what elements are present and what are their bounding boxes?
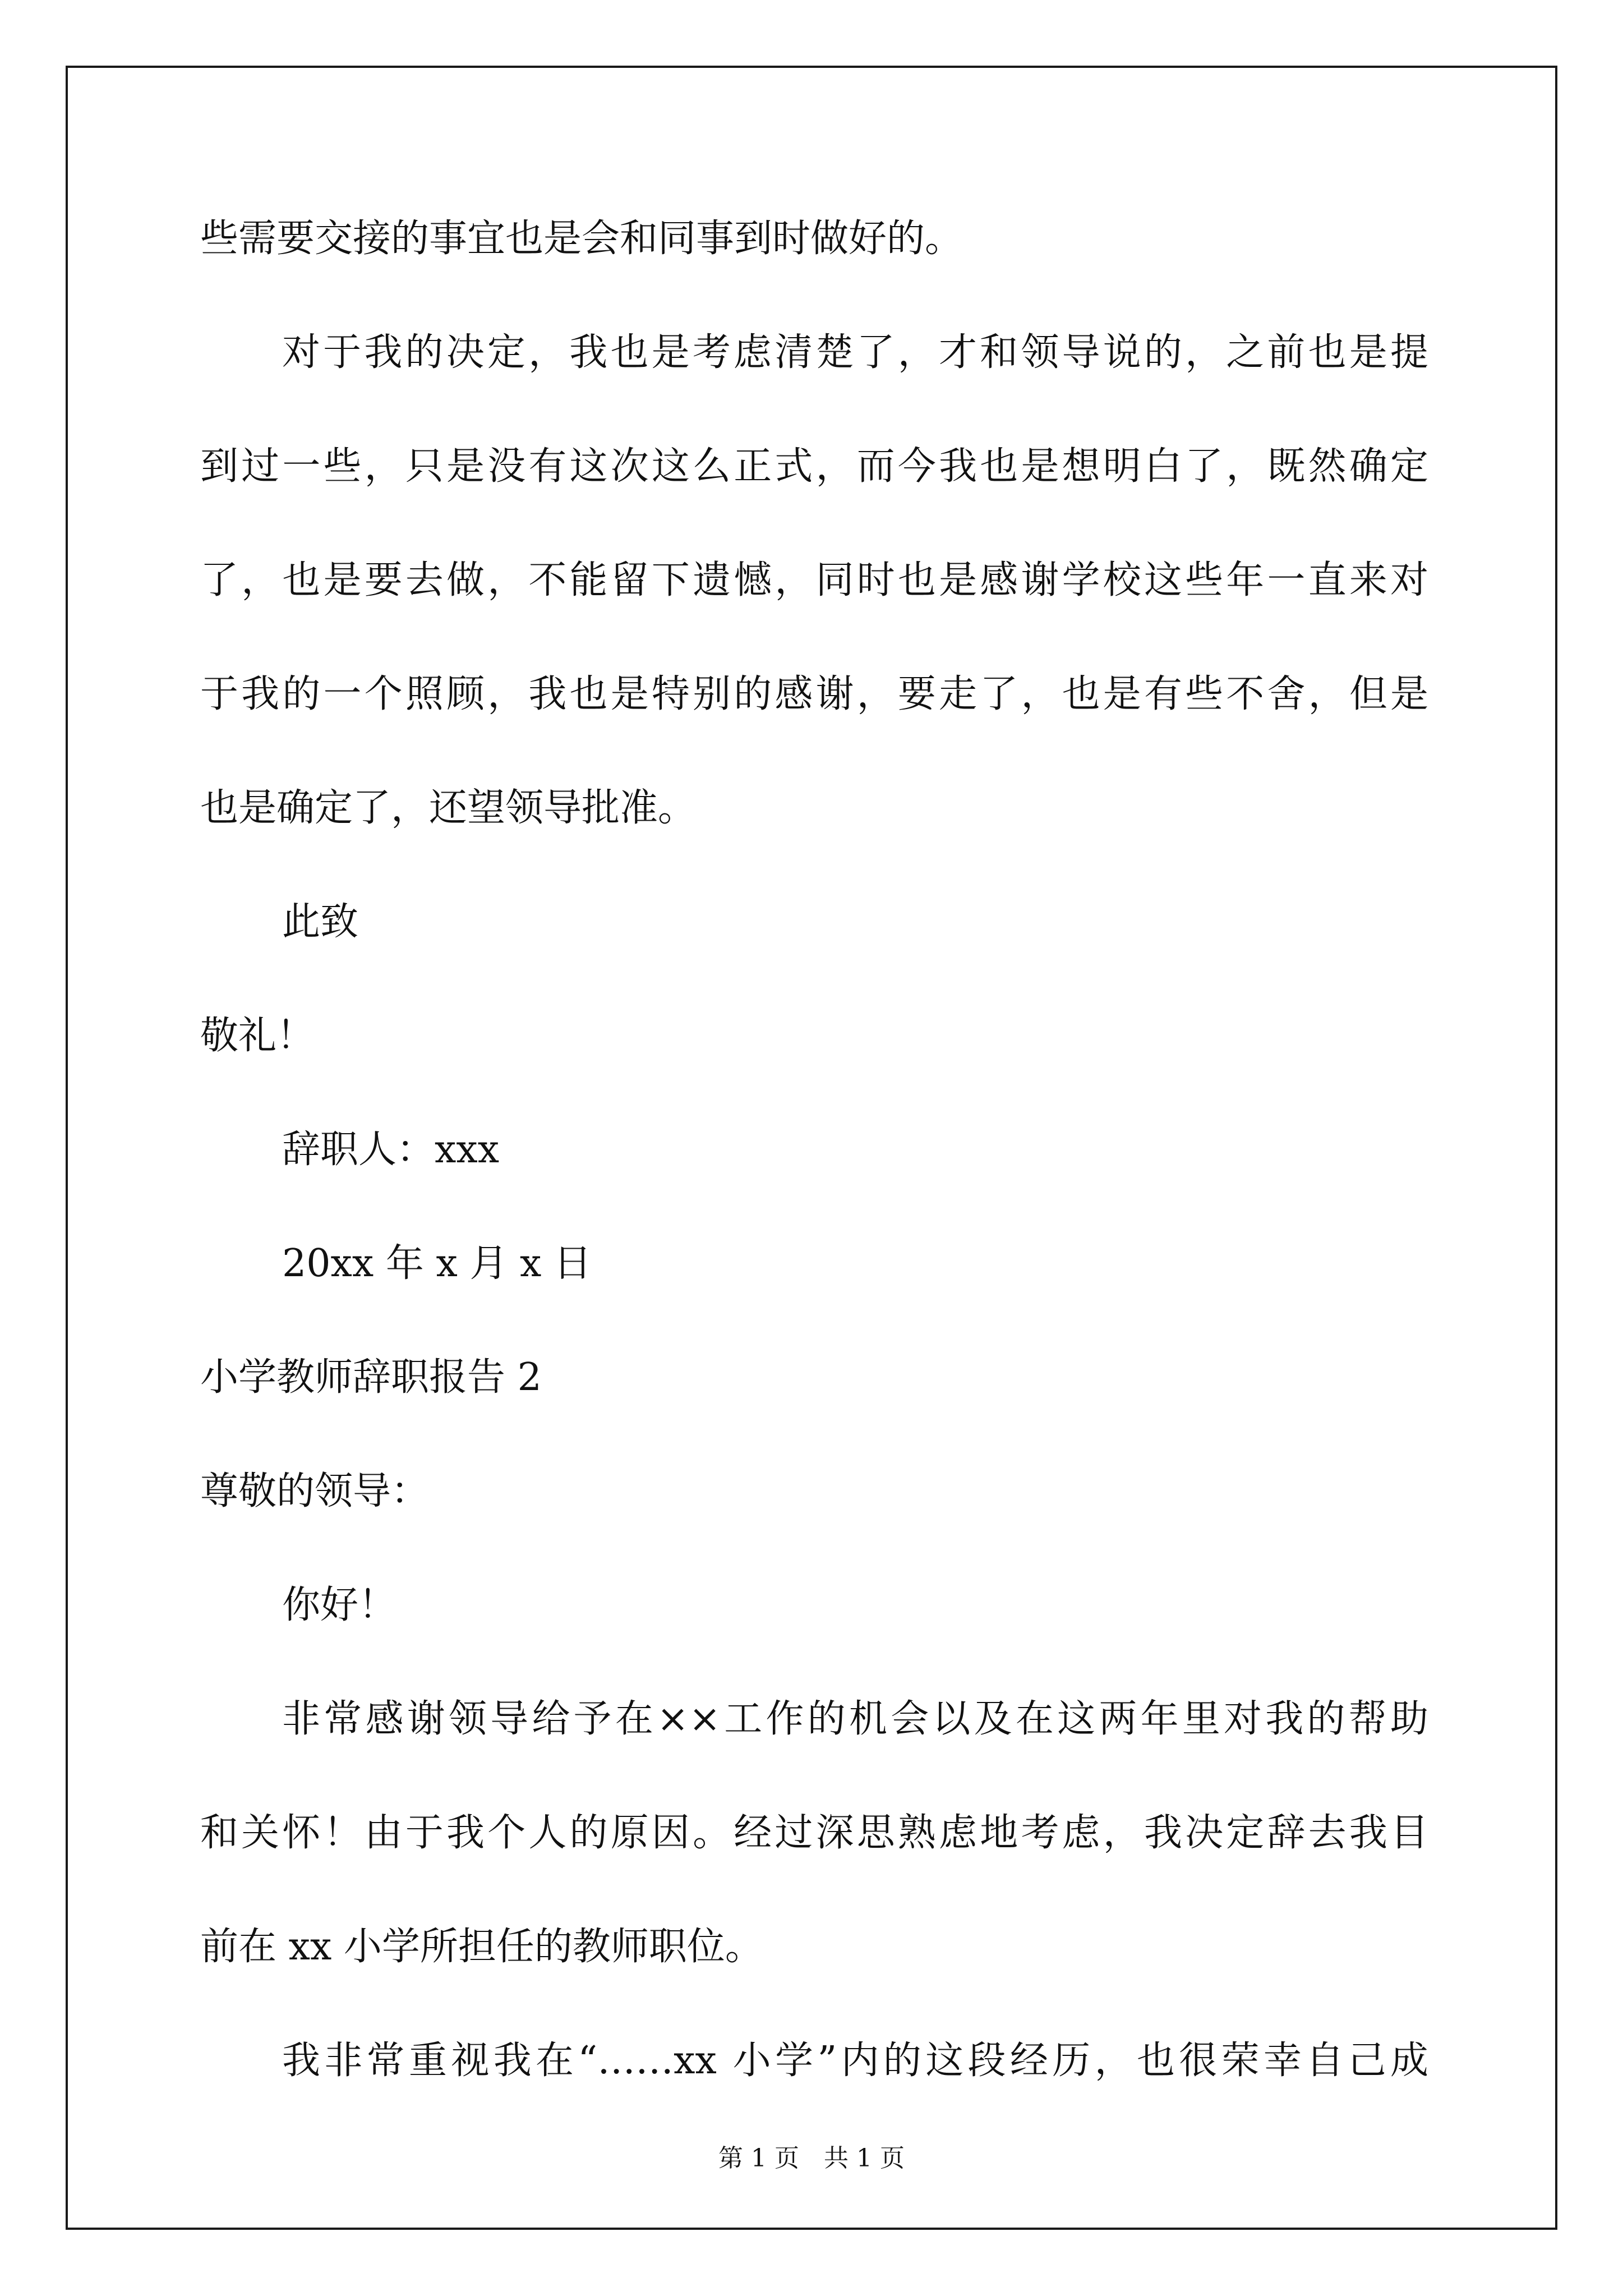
text-line: 些需要交接的事宜也是会和同事到时做好的。 [200, 217, 963, 261]
paragraph-line: 对于我的决定，我也是考虑清楚了，才和领导说的，之前也是提 [282, 330, 1428, 375]
paragraph-line: 了，也是要去做，不能留下遗憾，同时也是感谢学校这些年一直来对 [200, 558, 1428, 602]
section-title: 小学教师辞职报告 2 [200, 1355, 542, 1400]
paragraph-line: 我非常重视我在“……xx 小学”内的这段经历，也很荣幸自己成 [282, 2039, 1428, 2083]
paragraph-line: 非常感谢领导给予在××工作的机会以及在这两年里对我的帮助 [282, 1697, 1428, 1741]
closing-regards: 敬礼！ [200, 1014, 315, 1058]
paragraph-line: 和关怀！由于我个人的原因。经过深思熟虑地考虑，我决定辞去我目 [200, 1811, 1428, 1855]
paragraph-line: 到过一些，只是没有这次这么正式，而今我也是想明白了，既然确定 [200, 444, 1428, 489]
date-line: 20xx 年 x 月 x 日 [282, 1241, 592, 1286]
signature-line: 辞职人：xxx [282, 1128, 500, 1172]
hello-line: 你好！ [282, 1583, 397, 1627]
closing-salutation: 此致 [282, 900, 359, 944]
greeting-line: 尊敬的领导： [200, 1469, 430, 1513]
paragraph-line: 前在 xx 小学所担任的教师职位。 [200, 1925, 763, 1969]
paragraph-line: 于我的一个照顾，我也是特别的感谢，要走了，也是有些不舍，但是 [200, 672, 1428, 716]
page-number-footer: 第 1 页 共 1 页 [718, 2144, 905, 2173]
paragraph-line: 也是确定了，还望领导批准。 [200, 786, 697, 830]
